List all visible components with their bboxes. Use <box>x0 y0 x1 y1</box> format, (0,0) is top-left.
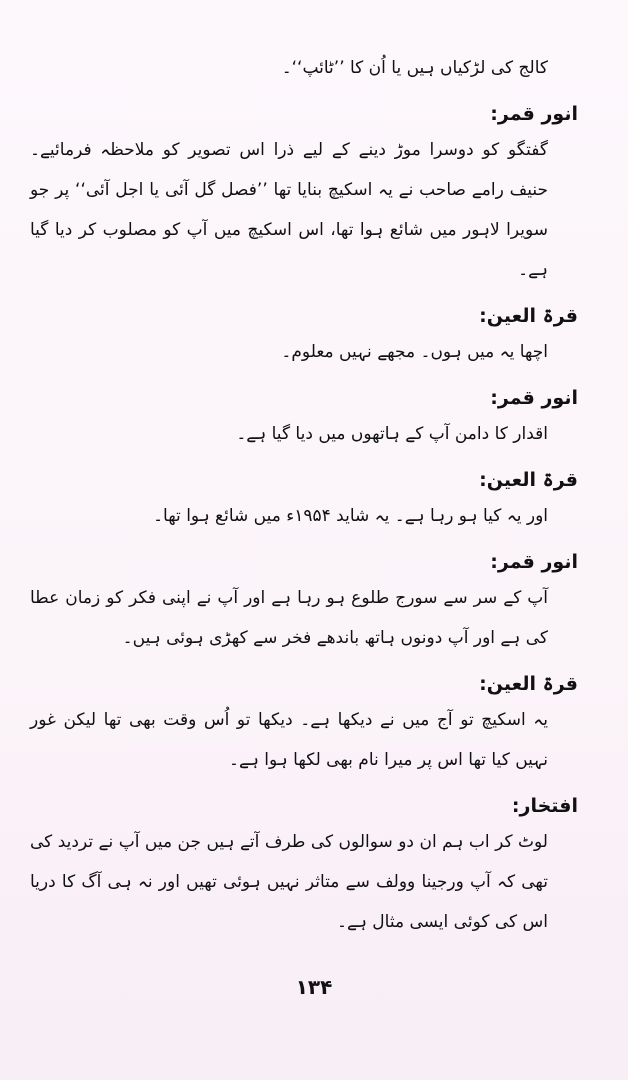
paragraph: یہ اسکیچ تو آج میں نے دیکھا ہے۔ دیکھا تو اُس وقت بھی تھا لیکن غور نہیں کیا تھا اس پر میرا نام بھی لکھا ہوا ہے۔ <box>30 710 548 770</box>
paragraph: اور یہ کیا ہو رہا ہے۔ یہ شاید ۱۹۵۴ء میں شائع ہوا تھا۔ <box>153 506 548 526</box>
paragraph: آپ کے سر سے سورج طلوع ہو رہا ہے اور آپ نے اپنی فکر کو زمان عطا کی ہے اور آپ دونوں ہاتھ باندھے فخر سے کھڑی ہوئی ہیں۔ <box>30 588 548 648</box>
speaker-label: قرۃ العین: <box>479 469 578 491</box>
speaker-label: قرۃ العین: <box>479 305 578 327</box>
speaker-label: انور قمر: <box>490 551 578 573</box>
paragraph: لوٹ کر اب ہم ان دو سوالوں کی طرف آتے ہیں جن میں آپ نے تردید کی تھی کہ آپ ورجینا وولف سے متاثر نہیں ہوئی تھیں اور نہ ہی آگ کا دریا اس کی کوئی ایسی مثال ہے۔ <box>30 832 548 932</box>
interview-text <box>30 48 578 942</box>
speaker-label: قرۃ العین: <box>479 673 578 695</box>
speaker-label: افتخار: <box>511 795 578 817</box>
page-number: ۱۳۴ <box>295 975 333 999</box>
paragraph: اقدار کا دامن آپ کے ہاتھوں میں دیا گیا ہے۔ <box>236 424 548 444</box>
speaker-label: انور قمر: <box>490 103 578 125</box>
paragraph: گفتگو کو دوسرا موڑ دینے کے لیے ذرا اس تصویر کو ملاحظہ فرمائیے۔ حنیف رامے صاحب نے یہ اسکیچ بنایا تھا ’’فصل گل آئی یا اجل آئی‘‘ پر جو سویرا لاہور میں شائع ہوا تھا، اس اسکیچ میں آپ کو مصلوب کر دیا گیا ہے۔ <box>30 140 548 280</box>
paragraph: اچھا یہ میں ہوں۔ مجھے نہیں معلوم۔ <box>281 342 548 362</box>
paragraph: کالج کی لڑکیاں ہیں یا اُن کا ’’ٹائپ‘‘۔ <box>281 58 548 78</box>
speaker-label: انور قمر: <box>490 387 578 409</box>
